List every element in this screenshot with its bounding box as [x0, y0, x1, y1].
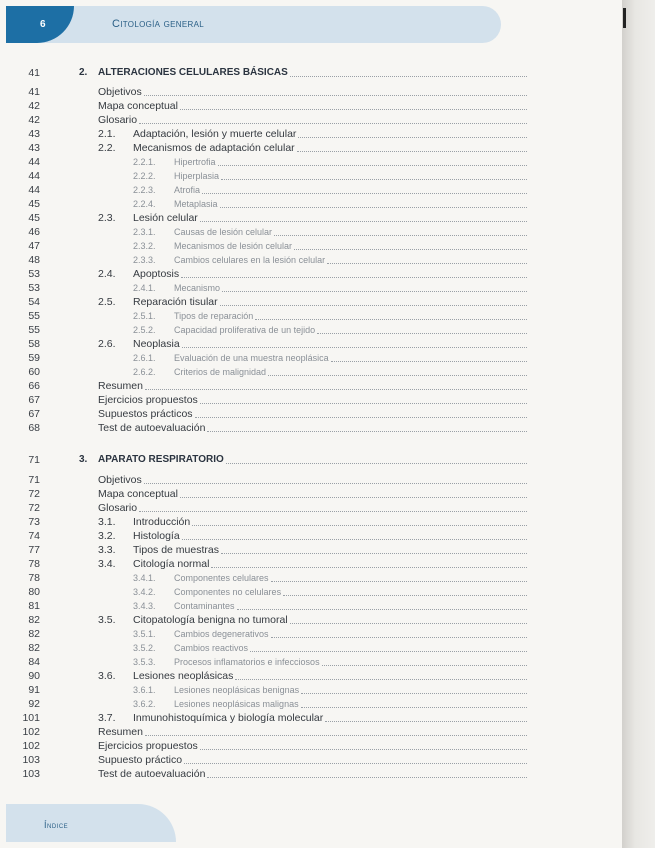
toc-entry-page: 53 — [0, 267, 40, 848]
toc-entry-page: 103 — [0, 767, 40, 848]
toc-entry-title: Apoptosis — [133, 268, 180, 280]
toc-entry-title: Mecanismos de lesión celular — [174, 241, 293, 251]
toc-entry-number: 2.4.1. — [133, 283, 156, 293]
toc-entry[interactable] — [0, 351, 622, 365]
footer-tab — [6, 804, 176, 842]
toc-entry-number: 2.2.3. — [133, 185, 156, 195]
toc-entry-page: 55 — [0, 309, 40, 848]
toc-entry[interactable] — [0, 127, 622, 141]
toc-entry-number: 2.2.4. — [133, 199, 156, 209]
toc-entry-title: Objetivos — [98, 86, 142, 98]
toc-entry-title: Contaminantes — [174, 601, 235, 611]
toc-entry[interactable] — [0, 767, 622, 781]
toc-entry-title: Hiperplasia — [174, 171, 220, 181]
toc-entry[interactable] — [0, 543, 622, 557]
toc-entry-page: 80 — [0, 585, 40, 848]
toc-entry-title: Resumen — [98, 726, 143, 738]
running-title: Citología general — [112, 18, 204, 30]
toc-entry-number: 2.3.2. — [133, 241, 156, 251]
toc-entry-number: 3.5.3. — [133, 657, 156, 667]
toc-entry-title: Cambios degenerativos — [174, 629, 269, 639]
toc-entry[interactable] — [0, 197, 622, 211]
toc-entry-title: Causas de lesión celular — [174, 227, 273, 237]
toc-entry-number: 3.6. — [98, 670, 116, 682]
toc-entry[interactable] — [0, 211, 622, 225]
dot-leader — [325, 721, 527, 722]
toc-entry-page: 102 — [0, 725, 40, 848]
toc-entry-number: 2.6.1. — [133, 353, 156, 363]
toc-entry[interactable] — [0, 183, 622, 197]
toc-entry-page: 67 — [0, 407, 40, 848]
toc-entry-number: 2. — [79, 67, 88, 78]
toc-entry[interactable] — [0, 487, 622, 501]
toc-entry-number: 3.3. — [98, 544, 116, 556]
toc-entry-page: 74 — [0, 529, 40, 848]
dot-leader — [271, 637, 527, 638]
toc-entry[interactable] — [0, 641, 622, 655]
toc-entry-title: Evaluación de una muestra neoplásica — [174, 353, 329, 363]
toc-entry-page: 43 — [0, 141, 40, 848]
dot-leader — [298, 137, 527, 138]
toc-entry-page: 73 — [0, 515, 40, 848]
toc-entry-page: 81 — [0, 599, 40, 848]
toc-entry-page: 72 — [0, 487, 40, 848]
toc-entry-page: 59 — [0, 351, 40, 848]
dot-leader — [139, 511, 527, 512]
toc-entry[interactable] — [0, 655, 622, 669]
toc-entry-title: Mecanismos de adaptación celular — [133, 142, 295, 154]
toc-entry[interactable] — [0, 295, 622, 309]
toc-entry[interactable] — [0, 169, 622, 183]
page-number: 6 — [40, 19, 46, 30]
toc-entry-title: Lesiones neoplásicas — [133, 670, 234, 682]
dot-leader — [327, 263, 527, 264]
toc-entry-page: 60 — [0, 365, 40, 848]
dot-leader — [195, 417, 527, 418]
toc-entry[interactable] — [0, 267, 622, 281]
toc-entry[interactable] — [0, 239, 622, 253]
toc-entry-number: 3.4. — [98, 558, 116, 570]
toc-entry-title: ALTERACIONES CELULARES BÁSICAS — [98, 67, 288, 78]
toc-entry-page: 42 — [0, 113, 40, 848]
dot-leader — [144, 483, 527, 484]
toc-entry-title: Mapa conceptual — [98, 100, 178, 112]
toc-entry[interactable] — [0, 711, 622, 725]
toc-entry-number: 3.7. — [98, 712, 116, 724]
toc-entry[interactable] — [0, 557, 622, 571]
gutter-mark — [623, 8, 626, 28]
dot-leader — [237, 609, 527, 610]
toc-entry-title: Inmunohistoquímica y biología molecular — [133, 712, 324, 724]
dot-leader — [268, 375, 527, 376]
toc-entry-page: 44 — [0, 183, 40, 848]
dot-leader — [200, 403, 527, 404]
toc-entry-title: Histología — [133, 530, 180, 542]
dot-leader — [145, 389, 527, 390]
toc-entry-page: 46 — [0, 225, 40, 848]
toc-entry-number: 3. — [79, 454, 88, 465]
toc-entry-title: Capacidad proliferativa de un tejido — [174, 325, 316, 335]
toc-entry[interactable] — [0, 613, 622, 627]
toc-entry-title: Hipertrofia — [174, 157, 216, 167]
toc-entry-page: 42 — [0, 99, 40, 848]
dot-leader — [250, 651, 527, 652]
toc-entry-page: 48 — [0, 253, 40, 848]
dot-leader — [255, 319, 527, 320]
toc-entry-title: Cambios reactivos — [174, 643, 249, 653]
toc-entry[interactable] — [0, 337, 622, 351]
dot-leader — [200, 221, 527, 222]
toc-entry[interactable] — [0, 725, 622, 739]
dot-leader — [220, 305, 527, 306]
toc-entry-number: 2.1. — [98, 128, 116, 140]
toc-entry-number: 2.6.2. — [133, 367, 156, 377]
toc-entry-title: Lesiones neoplásicas benignas — [174, 685, 300, 695]
toc-entry[interactable] — [0, 669, 622, 683]
toc-entry[interactable] — [0, 379, 622, 393]
toc-entry[interactable] — [0, 683, 622, 697]
dot-leader — [192, 525, 527, 526]
toc-entry-number: 3.5.1. — [133, 629, 156, 639]
dot-leader — [301, 707, 527, 708]
dot-leader — [317, 333, 527, 334]
toc-entry-page: 90 — [0, 669, 40, 848]
toc-entry[interactable] — [0, 99, 622, 113]
toc-entry-number: 3.5.2. — [133, 643, 156, 653]
toc-entry[interactable] — [0, 225, 622, 239]
toc-entry-page: 54 — [0, 295, 40, 848]
dot-leader — [221, 179, 527, 180]
toc-entry-page: 78 — [0, 557, 40, 848]
toc-entry-number: 2.5. — [98, 296, 116, 308]
toc-entry-page: 45 — [0, 211, 40, 848]
dot-leader — [182, 539, 527, 540]
toc-entry-page: 84 — [0, 655, 40, 848]
toc-entry-page: 67 — [0, 393, 40, 848]
header-band — [6, 6, 501, 43]
toc-entry-number: 2.5.1. — [133, 311, 156, 321]
toc-entry-page: 82 — [0, 641, 40, 848]
toc-entry-title: Lesiones neoplásicas malignas — [174, 699, 299, 709]
toc-entry[interactable] — [0, 407, 622, 421]
toc-entry[interactable] — [0, 281, 622, 295]
dot-leader — [182, 347, 527, 348]
toc-entry-number: 2.3. — [98, 212, 116, 224]
toc-entry-page: 66 — [0, 379, 40, 848]
toc-entry-page: 92 — [0, 697, 40, 848]
toc-entry[interactable] — [0, 501, 622, 515]
toc-entry-title: Glosario — [98, 502, 138, 514]
dot-leader — [207, 431, 527, 432]
toc-entry-number: 2.5.2. — [133, 325, 156, 335]
dot-leader — [322, 665, 527, 666]
toc-entry-title: APARATO RESPIRATORIO — [98, 454, 224, 465]
toc-entry-title: Glosario — [98, 114, 138, 126]
toc-entry-page: 45 — [0, 197, 40, 848]
toc-entry-page: 44 — [0, 169, 40, 848]
toc-entry-number: 2.2. — [98, 142, 116, 154]
toc-entry-title: Componentes no celulares — [174, 587, 282, 597]
dot-leader — [180, 109, 527, 110]
toc-entry-page: 41 — [0, 85, 40, 848]
toc-entry[interactable] — [0, 155, 622, 169]
toc-entry-title: Mecanismo — [174, 283, 221, 293]
toc-entry[interactable] — [0, 529, 622, 543]
toc-entry-number: 3.5. — [98, 614, 116, 626]
dot-leader — [181, 277, 527, 278]
dot-leader — [200, 749, 527, 750]
toc-entry-title: Test de autoevaluación — [98, 422, 206, 434]
toc-entry-title: Procesos inflamatorios e infecciosos — [174, 657, 320, 667]
dot-leader — [207, 777, 527, 778]
toc-entry[interactable] — [0, 599, 622, 613]
dot-leader — [226, 463, 527, 464]
toc-entry-title: Objetivos — [98, 474, 142, 486]
toc-entry-title: Lesión celular — [133, 212, 198, 224]
dot-leader — [331, 361, 527, 362]
toc-entry-number: 2.2.1. — [133, 157, 156, 167]
toc-entry-title: Tipos de reparación — [174, 311, 254, 321]
toc-entry-title: Introducción — [133, 516, 191, 528]
toc-entry[interactable] — [0, 753, 622, 767]
toc-entry-title: Neoplasia — [133, 338, 180, 350]
dot-leader — [274, 235, 527, 236]
dot-leader — [139, 123, 527, 124]
toc-entry-title: Criterios de malignidad — [174, 367, 267, 377]
toc-entry[interactable] — [0, 453, 622, 467]
toc-entry-number: 2.3.3. — [133, 255, 156, 265]
toc-entry[interactable] — [0, 323, 622, 337]
toc-entry-title: Cambios celulares en la lesión celular — [174, 255, 326, 265]
toc-entry[interactable] — [0, 739, 622, 753]
toc-entry[interactable] — [0, 585, 622, 599]
index-link[interactable]: Índice — [44, 820, 69, 830]
toc-entry[interactable] — [0, 571, 622, 585]
toc-entry-page: 91 — [0, 683, 40, 848]
toc-entry-page: 71 — [0, 453, 40, 848]
toc-entry-number: 2.4. — [98, 268, 116, 280]
toc-entry[interactable] — [0, 309, 622, 323]
dot-leader — [220, 207, 527, 208]
toc-entry-title: Test de autoevaluación — [98, 768, 206, 780]
page-gutter — [622, 0, 655, 848]
dot-leader — [211, 567, 527, 568]
toc-entry-title: Adaptación, lesión y muerte celular — [133, 128, 297, 140]
toc-entry-title: Metaplasia — [174, 199, 218, 209]
toc-entry-number: 3.4.3. — [133, 601, 156, 611]
toc-entry-page: 101 — [0, 711, 40, 848]
toc-entry-page: 58 — [0, 337, 40, 848]
toc-entry-title: Ejercicios propuestos — [98, 394, 198, 406]
dot-leader — [235, 679, 527, 680]
toc-entry-page: 44 — [0, 155, 40, 848]
toc-entry-number: 2.3.1. — [133, 227, 156, 237]
toc-entry[interactable] — [0, 697, 622, 711]
toc-entry[interactable] — [0, 421, 622, 435]
toc-entry[interactable] — [0, 473, 622, 487]
toc-entry-page: 71 — [0, 473, 40, 848]
dot-leader — [290, 623, 527, 624]
toc-entry[interactable] — [0, 393, 622, 407]
toc-entry-title: Citopatología benigna no tumoral — [133, 614, 288, 626]
toc-entry-title: Resumen — [98, 380, 143, 392]
dot-leader — [294, 249, 527, 250]
toc-entry-page: 78 — [0, 571, 40, 848]
dot-leader — [222, 291, 527, 292]
toc-entry[interactable] — [0, 85, 622, 99]
toc-entry-number: 3.6.2. — [133, 699, 156, 709]
toc-entry-title: Supuestos prácticos — [98, 408, 193, 420]
toc-entry-page: 102 — [0, 739, 40, 848]
dot-leader — [283, 595, 527, 596]
toc-entry-number: 2.6. — [98, 338, 116, 350]
toc-entry-page: 55 — [0, 323, 40, 848]
dot-leader — [202, 193, 527, 194]
dot-leader — [184, 763, 527, 764]
dot-leader — [297, 151, 527, 152]
toc-entry-number: 3.4.2. — [133, 587, 156, 597]
toc-entry-title: Tipos de muestras — [133, 544, 219, 556]
toc-entry[interactable] — [0, 627, 622, 641]
toc-entry[interactable] — [0, 365, 622, 379]
dot-leader — [221, 553, 527, 554]
toc-entry-page: 77 — [0, 543, 40, 848]
toc-entry[interactable] — [0, 253, 622, 267]
toc-entry-title: Citología normal — [133, 558, 210, 570]
toc-entry-title: Ejercicios propuestos — [98, 740, 198, 752]
toc-entry-number: 3.2. — [98, 530, 116, 542]
toc-entry[interactable] — [0, 515, 622, 529]
toc-entry-page: 72 — [0, 501, 40, 848]
toc-entry-number: 3.6.1. — [133, 685, 156, 695]
toc-entry[interactable] — [0, 66, 622, 80]
toc-entry-number: 2.2.2. — [133, 171, 156, 181]
dot-leader — [180, 497, 527, 498]
dot-leader — [145, 735, 527, 736]
toc-entry-page: 82 — [0, 613, 40, 848]
toc-entry[interactable] — [0, 113, 622, 127]
dot-leader — [271, 581, 527, 582]
toc-entry-title: Atrofia — [174, 185, 201, 195]
toc-entry-page: 68 — [0, 421, 40, 848]
toc-entry-page: 41 — [0, 66, 40, 848]
toc-entry[interactable] — [0, 141, 622, 155]
dot-leader — [290, 76, 527, 77]
dot-leader — [218, 165, 527, 166]
toc-entry-page: 82 — [0, 627, 40, 848]
toc-entry-title: Mapa conceptual — [98, 488, 178, 500]
toc-entry-title: Componentes celulares — [174, 573, 269, 583]
toc-entry-page: 53 — [0, 281, 40, 848]
dot-leader — [301, 693, 527, 694]
dot-leader — [144, 95, 527, 96]
toc-entry-page: 47 — [0, 239, 40, 848]
toc-entry-page: 103 — [0, 753, 40, 848]
toc-entry-number: 3.1. — [98, 516, 116, 528]
toc-entry-number: 3.4.1. — [133, 573, 156, 583]
toc-entry-title: Supuesto práctico — [98, 754, 183, 766]
toc-entry-page: 43 — [0, 127, 40, 848]
toc-entry-title: Reparación tisular — [133, 296, 218, 308]
